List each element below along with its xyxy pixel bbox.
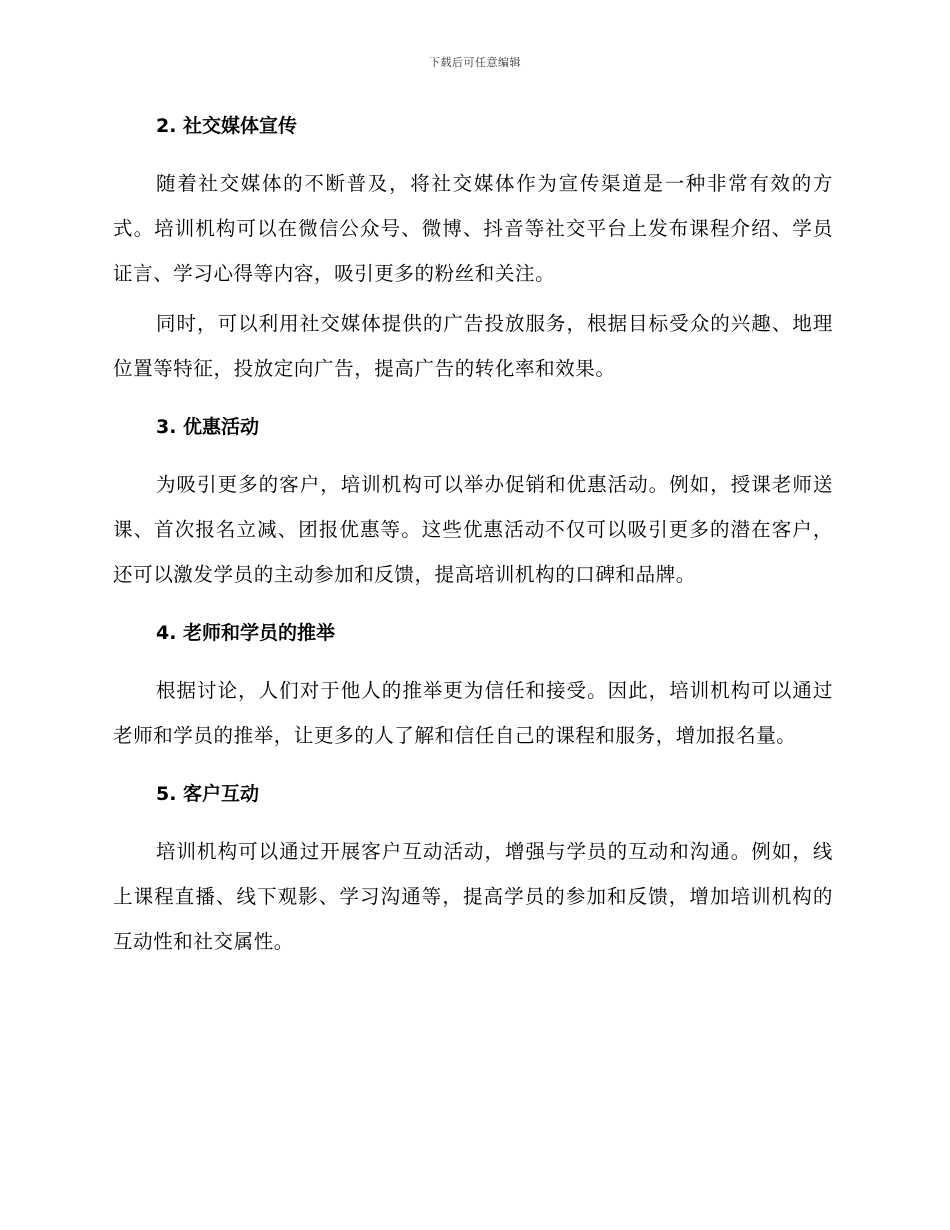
paragraph-customer-interaction-1: 培训机构可以通过开展客户互动活动，增强与学员的互动和沟通。例如，线上课程直播、线下观影、学习沟通等，提高学员的参加和反馈，增加培训机构的互动性和社交属性。 xyxy=(113,840,833,953)
section-heading-customer-interaction: 5. 客户互动 xyxy=(156,783,260,805)
section-heading-recommendations: 4. 老师和学员的推举 xyxy=(156,622,336,644)
paragraph-promotions-1: 为吸引更多的客户，培训机构可以举办促销和优惠活动。例如，授课老师送课、首次报名立减、团报优惠等。这些优惠活动不仅可以吸引更多的潜在客户，还可以激发学员的主动参加和反馈，提高培训机构的口碑和品牌。 xyxy=(113,473,833,586)
paragraph-social-media-1: 随着社交媒体的不断普及，将社交媒体作为宣传渠道是一种非常有效的方式。培训机构可以在微信公众号、微博、抖音等社交平台上发布课程介绍、学员证言、学习心得等内容，吸引更多的粉丝和关注。 xyxy=(113,172,833,285)
paragraph-social-media-2: 同时，可以利用社交媒体提供的广告投放服务，根据目标受众的兴趣、地理位置等特征，投放定向广告，提高广告的转化率和效果。 xyxy=(113,312,833,380)
section-heading-social-media: 2. 社交媒体宣传 xyxy=(156,115,298,137)
page-header: 下载后可任意编辑 xyxy=(429,56,521,69)
paragraph-recommendations-1: 根据讨论，人们对于他人的推举更为信任和接受。因此，培训机构可以通过老师和学员的推举，让更多的人了解和信任自己的课程和服务，增加报名量。 xyxy=(113,679,833,747)
section-heading-promotions: 3. 优惠活动 xyxy=(156,416,260,438)
document-body xyxy=(113,112,833,964)
